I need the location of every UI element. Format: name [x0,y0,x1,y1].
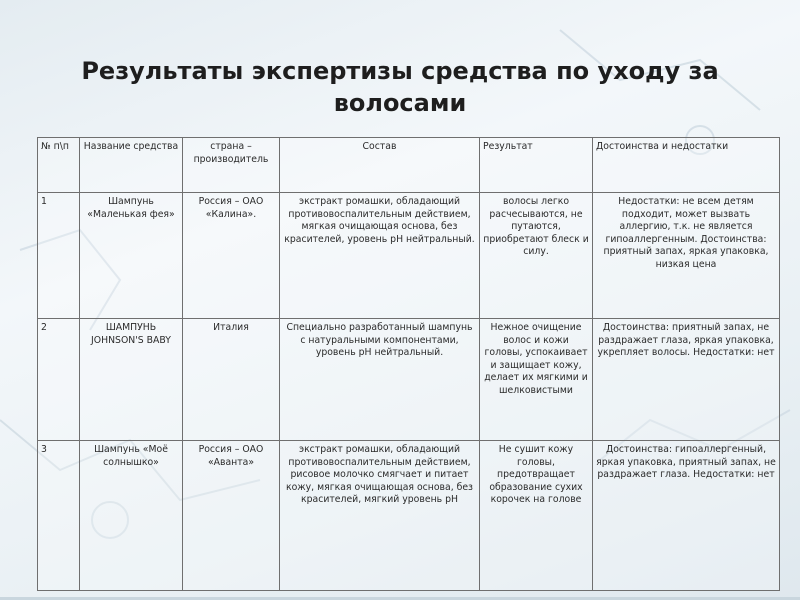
header-composition: Состав [280,138,480,193]
header-result: Результат [480,138,593,193]
table-header-row [38,138,780,193]
cell-country: Италия [183,319,280,441]
cell-name: Шампунь «Моё солнышко» [80,441,183,591]
cell-composition: экстракт ромашки, обладающий противовоспалительным действием, рисовое молочко смягчает и питает кожу, мягкая очищающая основа, без красителей, мягкий уровень рН [280,441,480,591]
header-name: Название средства [80,138,183,193]
header-country: страна – производитель [183,138,280,193]
table-row [38,193,780,319]
cell-result: Не сушит кожу головы, предотвращает образование сухих корочек на голове [480,441,593,591]
cell-pros-cons: Достоинства: гипоаллергенный, яркая упаковка, приятный запах, не раздражает глаза. Недостатки: нет [593,441,780,591]
slide-title: Результаты экспертизы средства по уходу за волосами [81,57,719,117]
header-pros-cons: Достоинства и недостатки [593,138,780,193]
cell-result: волосы легко расчесываются, не путаются, приобретают блеск и силу. [480,193,593,319]
cell-composition: Специально разработанный шампунь с натуральными компонентами, уровень рН нейтральный. [280,319,480,441]
cell-pros-cons: Достоинства: приятный запах, не раздражает глаза, яркая упаковка, укрепляет волосы. Недостатки: нет [593,319,780,441]
table-row [38,319,780,441]
cell-number: 1 [38,193,80,319]
cell-number: 3 [38,441,80,591]
cell-number: 2 [38,319,80,441]
cell-country: Россия – ОАО «Аванта» [183,441,280,591]
cell-country: Россия – ОАО «Калина». [183,193,280,319]
cell-composition: экстракт ромашки, обладающий противовоспалительным действием, мягкая очищающая основа, без красителей, уровень рН нейтральный. [280,193,480,319]
header-number: № п\п [38,138,80,193]
results-table [37,137,780,591]
cell-name: Шампунь «Маленькая фея» [80,193,183,319]
cell-name: ШАМПУНЬ JOHNSON'S BABY [80,319,183,441]
cell-pros-cons: Недостатки: не всем детям подходит, может вызвать аллергию, т.к. не является гипоаллергенным. Достоинства: приятный запах, яркая упаковка, низкая цена [593,193,780,319]
table-row [38,441,780,591]
cell-result: Нежное очищение волос и кожи головы, успокаивает и защищает кожу, делает их мягкими и шелковистыми [480,319,593,441]
